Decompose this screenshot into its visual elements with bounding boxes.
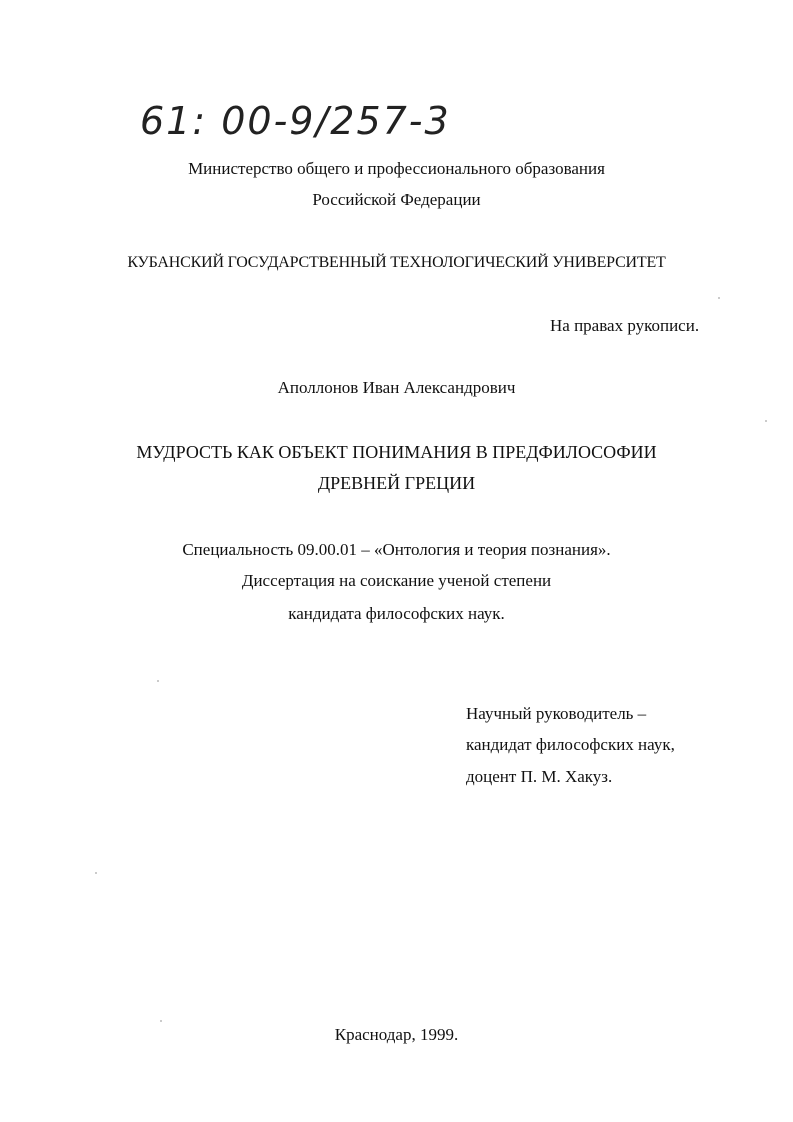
federation-name: Российской Федерации (312, 190, 481, 209)
dissertation-title-line-2: ДРЕВНЕЙ ГРЕЦИИ (317, 473, 476, 493)
university-name: КУБАНСКИЙ ГОСУДАРСТВЕННЫЙ ТЕХНОЛОГИЧЕСКИЙ УНИВЕРСИТЕТ (127, 254, 666, 271)
dissertation-title-line-1: МУДРОСТЬ КАК ОБЪЕКТ ПОНИМАНИЯ В ПРЕДФИЛОСОФИИ (136, 442, 657, 462)
scan-speck (157, 680, 159, 682)
degree-field-line: кандидата философских наук. (288, 604, 505, 623)
scan-speck (95, 872, 97, 874)
supervisor-heading: Научный руководитель – (466, 704, 647, 723)
handwritten-code-text: 61: 00-9/257-3 (140, 99, 451, 143)
handwritten-code-svg (138, 96, 498, 146)
scan-speck (765, 420, 767, 422)
ministry-name: Министерство общего и профессионального образования (188, 159, 605, 178)
manuscript-rights-note: На правах рукописи. (550, 316, 700, 335)
author-name: Аполлонов Иван Александрович (277, 378, 516, 397)
specialty-line: Специальность 09.00.01 – «Онтология и теория познания». (182, 540, 611, 559)
scan-speck (160, 1020, 162, 1022)
degree-line: Диссертация на соискание ученой степени (241, 571, 552, 590)
scan-speck (718, 297, 720, 299)
city-year: Краснодар, 1999. (334, 1025, 459, 1044)
handwritten-registration-code (138, 96, 498, 146)
supervisor-degree: кандидат философских наук, (466, 735, 675, 754)
supervisor-name: доцент П. М. Хакуз. (466, 767, 613, 786)
